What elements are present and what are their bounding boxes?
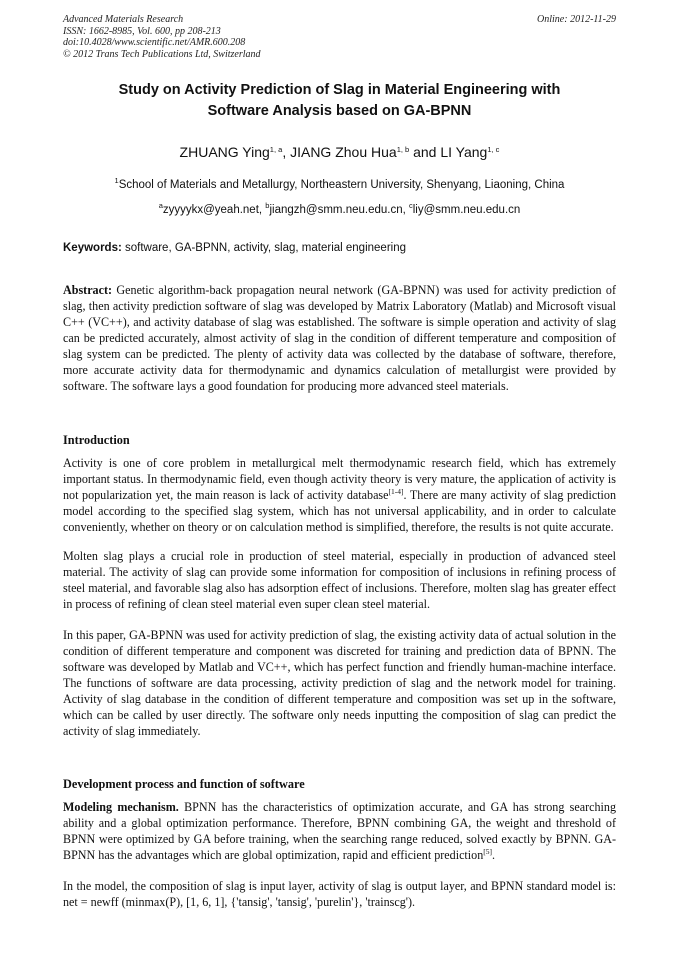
email-address: liy@smm.neu.edu.cn	[412, 204, 521, 216]
author-name: LI Yang	[440, 144, 488, 160]
keywords-label: Keywords:	[63, 242, 122, 254]
email-mark: b	[265, 201, 270, 210]
email-separator: ,	[258, 204, 266, 216]
email-list	[63, 203, 616, 218]
online-date: Online: 2012-11-29	[537, 14, 616, 25]
abstract-text: Genetic algorithm-back propagation neural network (GA-BPNN) was used for activity prediction of slag, then activity prediction software of slag was developed by Matrix Laboratory (Matlab) and Microsoft visual C++ (VC++), and activity database of slag was established. The software is simple operation and activity of slag can be predicted accurately, almost activity of slag in the condition of different temperature and composition of slag system can be predicted. The plenty of activity data was collected by the database of software, therefore, more accurate activity data for thermodynamic and dynamics calculation of metallurgist were provided by software. The software lays a good foundation for producing more advanced steel materials.	[63, 283, 616, 393]
paragraph-text-end: .	[492, 847, 496, 862]
introduction-paragraph-3: In this paper, GA-BPNN was used for activity prediction of slag, the existing activity data of actual solution in the condition of different temperature and component was discreted for training and prediction data of BPNN. The software was developed by Matlab and VC++, which has perfect function and friendly human-machine interface. The functions of software are data processing, activity prediction of slag and the network model for training. Activity of slag database in the condition of different temperature and composition was set up in the software, which can be called by user directly. The software only needs inputting the composition of slag can predict the activity of slag immediately.	[63, 628, 616, 738]
development-paragraph-2: In the model, the composition of slag is input layer, activity of slag is output layer, and BPNN standard model is: net = newff (minmax(P), [1, 6, 1], {'tansig', 'tansig', 'purelin'}, 'trainscg').	[63, 879, 616, 909]
paper-title-line-2: Software Analysis based on GA-BPNN	[207, 103, 472, 119]
affiliation-mark: 1	[114, 176, 119, 185]
journal-header	[63, 14, 616, 60]
author-affiliation-mark: 1, b	[396, 145, 410, 154]
keywords	[63, 241, 616, 256]
author-separator: and	[409, 144, 441, 160]
citation: [5]	[483, 846, 492, 856]
paragraph-text: Activity is one of core problem in metallurgical melt thermodynamic research field, which has extremely important status. In thermodynamic field, even though activity theory is very mature, the application of activity is not popularization yet, the main reason is lack of activity database	[63, 456, 616, 502]
paper-title-line-1: Study on Activity Prediction of Slag in Material Engineering with	[118, 82, 561, 98]
journal-doi: doi:10.4028/www.scientific.net/AMR.600.208	[63, 37, 246, 48]
section-heading-development: Development process and function of software	[63, 777, 305, 791]
journal-issn: ISSN: 1662-8985, Vol. 600, pp 208-213	[63, 25, 221, 37]
email-address: zyyyykx@yeah.net	[162, 204, 259, 216]
introduction-paragraph-2: Molten slag plays a crucial role in production of steel material, especially in production of advanced steel material. The activity of slag can provide some information for composition of inclusions in refining process of steel material, and favorable slag also has adsorption effect of inclusions. Therefore, molten slag has greater effect in process of refining of clean steel material even super clean steel material.	[63, 549, 616, 611]
introduction-paragraph-1	[63, 456, 616, 536]
author-affiliation-mark: 1, a	[269, 145, 283, 154]
author-name: ZHUANG Ying	[179, 144, 270, 160]
email-separator: ,	[402, 204, 409, 216]
affiliation	[63, 178, 616, 193]
section-heading-introduction: Introduction	[63, 433, 130, 447]
keywords-text: software, GA-BPNN, activity, slag, material engineering	[121, 242, 407, 254]
affiliation-text: School of Materials and Metallurgy, Northeastern University, Shenyang, Liaoning, China	[118, 179, 565, 191]
email-mark: a	[158, 201, 163, 210]
citation: [1-4]	[388, 486, 404, 496]
paper-title	[63, 80, 616, 122]
author-affiliation-mark: 1, c	[487, 145, 500, 154]
email-address: jiangzh@smm.neu.edu.cn	[269, 204, 403, 216]
paragraph-text: . There are many activity of slag prediction model according to the specified slag system, which has not universal applicability, and in order to calculate conveniently, whether on theory or on calculation method is simplified, therefore, the results is not quite accurate.	[63, 487, 616, 534]
abstract	[63, 283, 616, 395]
author-name: JIANG Zhou Hua	[290, 144, 397, 160]
email-mark: c	[409, 201, 413, 210]
paragraph-run-in-heading: Modeling mechanism.	[63, 800, 179, 814]
journal-copyright: © 2012 Trans Tech Publications Ltd, Switzerland	[63, 48, 261, 60]
development-paragraph-1	[63, 800, 616, 864]
journal-name: Advanced Materials Research	[63, 14, 184, 25]
author-list	[63, 143, 616, 161]
author-separator: ,	[282, 144, 291, 160]
paragraph-text: BPNN has the characteristics of optimization accurate, and GA has strong searching ability and a global optimization performance. Therefore, BPNN combining GA, the weight and threshold of BPNN were optimized by GA before training, when the searching range reduced, solved exactly by BPNN. GA-BPNN has the advantages which are global optimization, rapid and efficient prediction	[63, 800, 616, 862]
abstract-label: Abstract:	[63, 283, 113, 297]
